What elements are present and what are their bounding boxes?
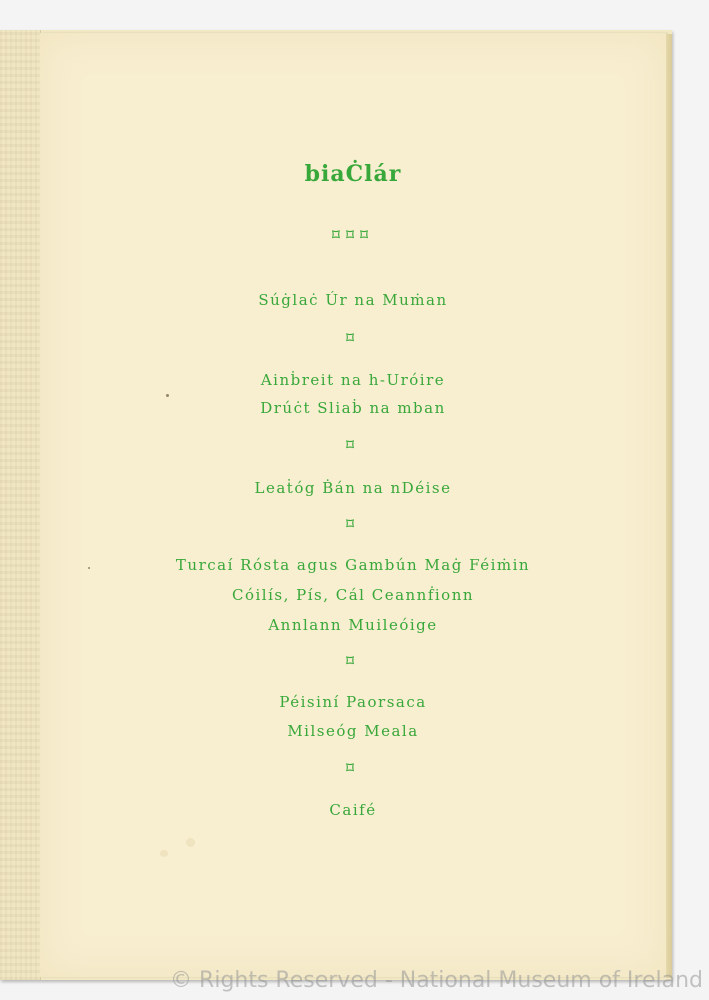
page-edge xyxy=(666,34,672,978)
course-item: Drúċt Sliaḃ na mban xyxy=(260,399,446,417)
separator-icon: ⌑ xyxy=(345,759,361,777)
menu-content xyxy=(40,33,666,977)
course-item: Caifé xyxy=(329,801,377,819)
course-item: Ainḃreit na h-Uróire xyxy=(260,371,446,389)
separator-icon: ⌑ xyxy=(345,652,361,670)
course-item: Leaṫóg Ḃán na nDéise xyxy=(254,479,452,497)
rights-watermark: © Rights Reserved - National Museum of Ireland xyxy=(170,968,703,993)
course-item: Cóilís, Pís, Cál Ceannḟionn xyxy=(231,586,475,604)
paper-stain xyxy=(160,850,168,857)
paper-speck xyxy=(88,567,90,569)
separator-icon: ⌑ xyxy=(345,515,361,533)
paper-speck xyxy=(166,394,169,397)
separator-icon: ⌑ xyxy=(345,436,361,454)
course-item: Turcaí Rósta agus Gambún Maġ Féiṁin xyxy=(175,556,531,574)
course-item: Súġlaċ Úr na Muṁan xyxy=(258,291,448,309)
menu-title: biaĊlár xyxy=(304,161,402,187)
course-item: Péisiní Paorsaca xyxy=(279,693,427,711)
triple-separator-icon: ⌑⌑⌑ xyxy=(331,226,375,244)
course-item: Milseóg Meala xyxy=(287,722,419,740)
course-item: Annlann Muileóige xyxy=(268,616,438,634)
paper-stain xyxy=(186,838,195,847)
card-spine xyxy=(0,30,41,980)
separator-icon: ⌑ xyxy=(345,329,361,347)
